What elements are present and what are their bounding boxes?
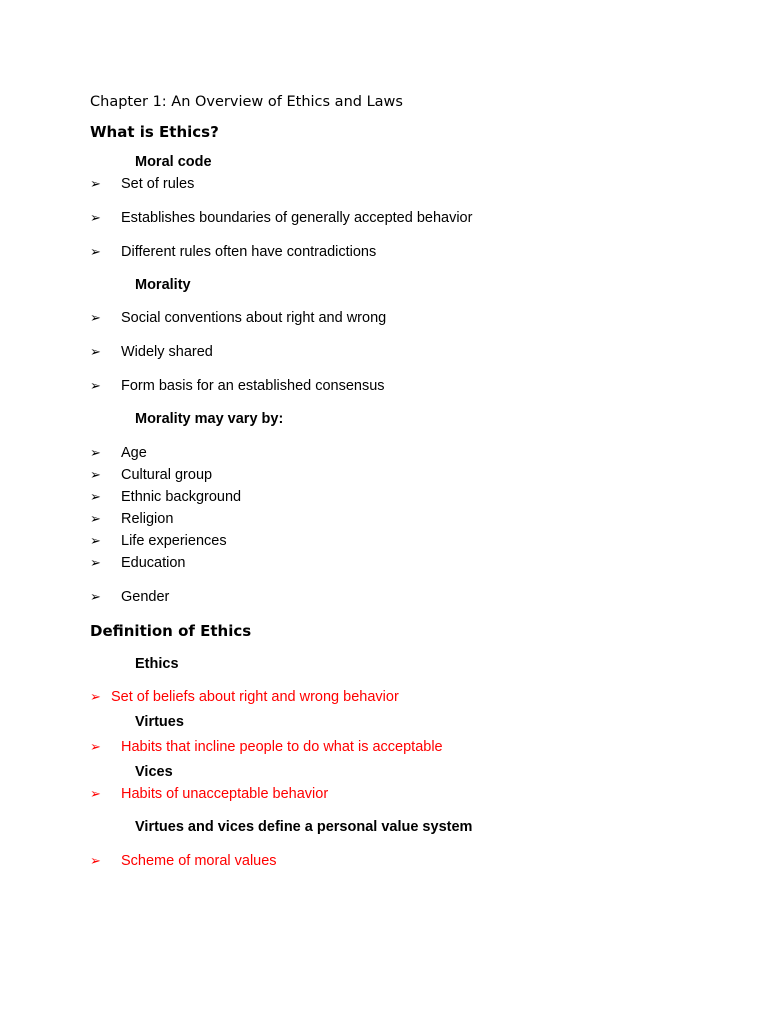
- section-heading-what-is-ethics: What is Ethics?: [90, 123, 219, 141]
- list-item-text: Widely shared: [121, 344, 213, 360]
- list-item-text: Education: [121, 555, 186, 571]
- list-item-text: Form basis for an established consensus: [121, 378, 385, 394]
- list-item-text: Different rules often have contradictions: [121, 244, 377, 260]
- arrow-bullet-icon: ➢: [90, 490, 101, 505]
- list-item-text: Habits of unacceptable behavior: [121, 786, 329, 802]
- arrow-bullet-icon: ➢: [90, 211, 101, 226]
- arrow-bullet-icon: ➢: [90, 590, 101, 605]
- subheading-morality-may-vary: Morality may vary by:: [135, 411, 284, 427]
- list-item-text: Set of beliefs about right and wrong behavior: [111, 689, 399, 705]
- list-item-text: Gender: [121, 589, 170, 605]
- arrow-bullet-icon: ➢: [90, 468, 101, 483]
- subheading-virtues: Virtues: [135, 714, 184, 730]
- subheading-value-system: Virtues and vices define a personal value system: [135, 819, 473, 835]
- section-heading-definition-of-ethics: Definition of Ethics: [90, 622, 252, 640]
- arrow-bullet-icon: ➢: [90, 345, 101, 360]
- subheading-ethics: Ethics: [135, 656, 179, 672]
- arrow-bullet-icon: ➢: [90, 311, 101, 326]
- list-item-text: Establishes boundaries of generally accepted behavior: [121, 210, 473, 226]
- list-item-text: Age: [121, 445, 147, 461]
- list-item-text: Life experiences: [121, 533, 227, 549]
- arrow-bullet-icon: ➢: [90, 245, 101, 260]
- arrow-bullet-icon: ➢: [90, 556, 101, 571]
- arrow-bullet-icon: ➢: [90, 177, 101, 192]
- list-item-text: Habits that incline people to do what is acceptable: [121, 739, 443, 755]
- arrow-bullet-icon: ➢: [90, 787, 101, 802]
- arrow-bullet-icon: ➢: [90, 690, 101, 705]
- arrow-bullet-icon: ➢: [90, 379, 101, 394]
- list-item-text: Religion: [121, 511, 174, 527]
- arrow-bullet-icon: ➢: [90, 740, 101, 755]
- arrow-bullet-icon: ➢: [90, 854, 101, 869]
- list-item-text: Social conventions about right and wrong: [121, 310, 387, 326]
- subheading-vices: Vices: [135, 764, 173, 780]
- chapter-title: Chapter 1: An Overview of Ethics and Laws: [90, 94, 403, 110]
- subheading-morality: Morality: [135, 277, 191, 293]
- list-item-text: Cultural group: [121, 467, 213, 483]
- arrow-bullet-icon: ➢: [90, 512, 101, 527]
- arrow-bullet-icon: ➢: [90, 534, 101, 549]
- subheading-moral-code: Moral code: [135, 154, 212, 170]
- list-item-text: Ethnic background: [121, 489, 242, 505]
- list-item-text: Scheme of moral values: [121, 853, 277, 869]
- arrow-bullet-icon: ➢: [90, 446, 101, 461]
- list-item-text: Set of rules: [121, 176, 195, 192]
